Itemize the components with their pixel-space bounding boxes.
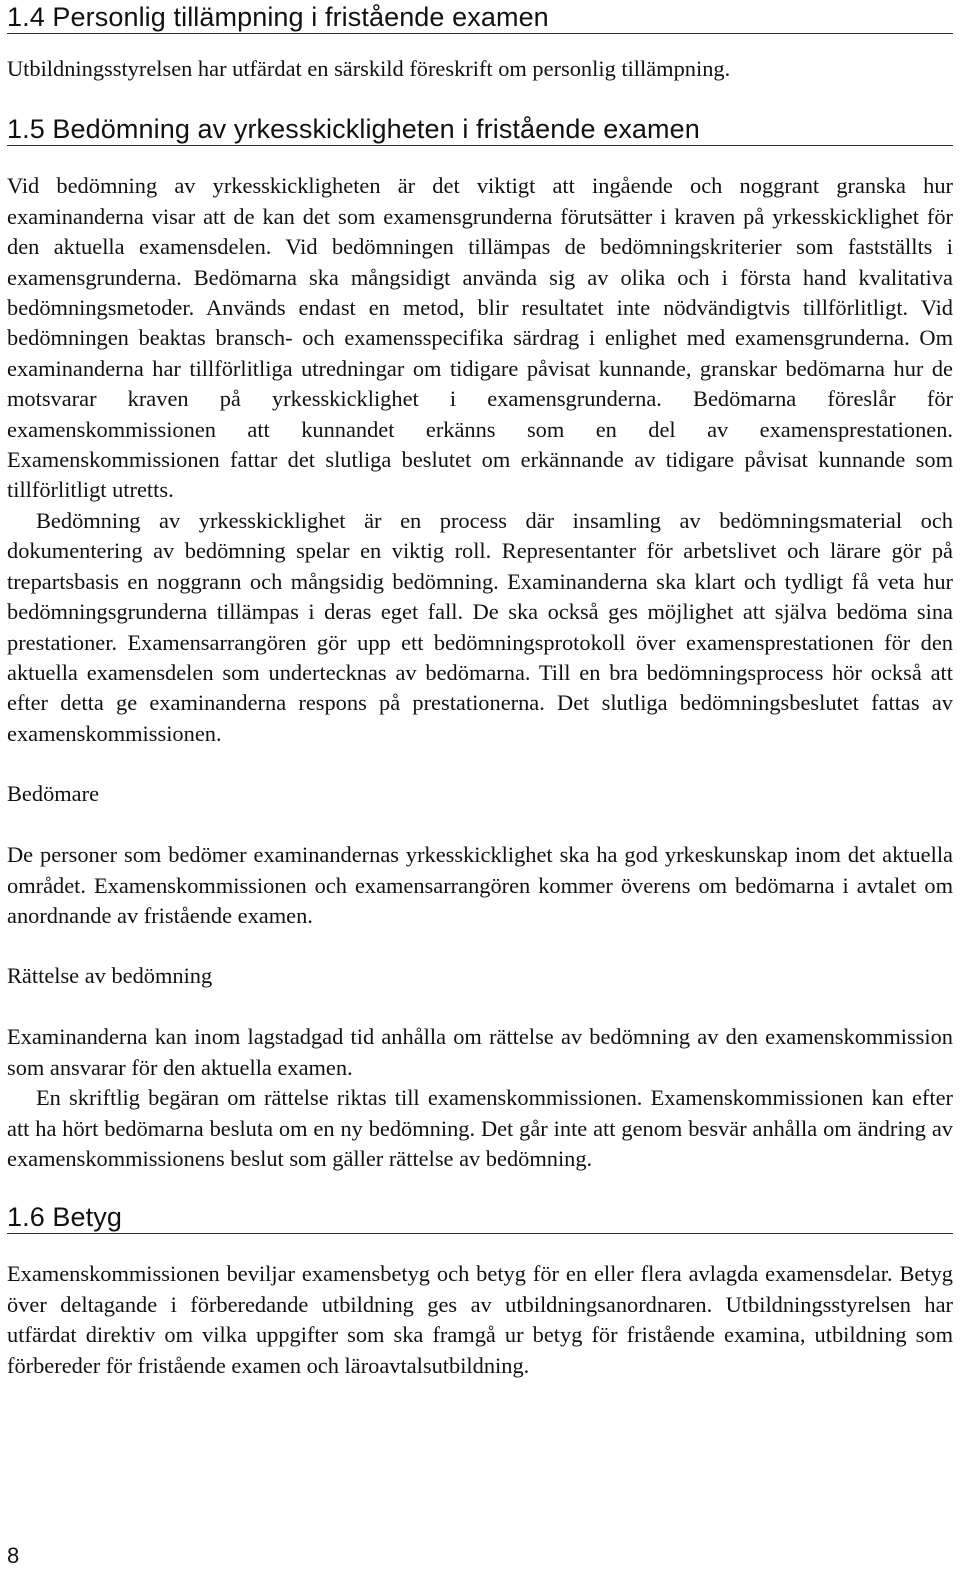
section-1-5-paragraph-1: Vid bedömning av yrkesskickligheten är det viktigt att ingående och noggrant granska hur examinanderna visar att de kan det som examensgrunderna förutsätter i kraven på yrkesskicklighet för den aktuella examensdelen. Vid bedömningen tillämpas de bedömningskriterier som fastställts i examensgrunderna. Bedömarna ska mångsidigt använda sig av olika och i första hand kvalitativa bedömningsmetoder. Används endast en metod, blir resultatet inte nödvändigtvis tillförlitligt. Vid bedömningen beaktas bransch- och examensspecifika särdrag i enlighet med examensgrunderna. Om examinanderna har tillförlitliga utredningar om tidigare påvisat kunnande, granskar bedömarna hur de motsvarar kraven på yrkesskicklighet i examensgrunderna. Bedömarna föreslår för examenskommissionen att kunnandet erkänns som en del av examensprestationen. Examenskommissionen fattar det slutliga beslutet om erkännande av tidigare påvisat kunnande som tillförlitligt utretts. xyxy=(7,173,953,503)
page-number: 8 xyxy=(7,1543,20,1568)
section-1-6-paragraph: Examenskommissionen beviljar examensbetyg och betyg för en eller flera avlagda examensdelar. Betyg över deltagande i förberedande utbildning ges av utbildningsanordnaren. Utbildningsstyrelsen har utfärdat direktiv om vilka uppgifter som ska framgå ur betyg för fristående examina, utbildning som förbereder för fristående examen och läroavtalsutbildning. xyxy=(7,1261,953,1378)
section-1-4-paragraph: Utbildningsstyrelsen har utfärdat en särskild föreskrift om personlig tillämpning. xyxy=(7,56,731,81)
document-page xyxy=(7,0,953,1381)
rattelse-paragraph-1: Examinanderna kan inom lagstadgad tid anhålla om rättelse av bedömning av den examenskommission som ansvarar för den aktuella examen. xyxy=(7,1024,953,1080)
rattelse-paragraph-2: En skriftlig begäran om rättelse riktas till examenskommissionen. Examenskommissionen kan efter att ha hört bedömarna besluta om en ny bedömning. Det går inte att genom besvär anhålla om ändring av examenskommissionens beslut som gäller rättelse av bedömning. xyxy=(7,1085,953,1171)
section-1-5-paragraph-2: Bedömning av yrkesskicklighet är en process där insamling av bedömningsmaterial och dokumentering av bedömning spelar en viktig roll. Representanter för arbetslivet och lärare gör på trepartsbasis en noggrann och mångsidig bedömning. Examinanderna ska klart och tydligt få veta hur bedömningsgrunderna tillämpas i deras eget fall. De ska också ges möjlighet att själva bedöma sina prestationer. Examensarrangören gör upp ett bedömningsprotokoll över examensprestationen för den aktuella examensdelen som undertecknas av bedömarna. Till en bra bedömningsprocess hör också att efter detta ge examinanderna respons på prestationerna. Det slutliga bedömningsbeslutet fattas av examenskommissionen. xyxy=(7,507,953,746)
section-heading-1-4: 1.4 Personlig tillämpning i fristående examen xyxy=(7,2,953,34)
section-heading-1-6: 1.6 Betyg xyxy=(7,1202,953,1234)
bedomare-paragraph: De personer som bedömer examinandernas yrkesskicklighet ska ha god yrkeskunskap inom det aktuella området. Examenskommissionen och examensarrangören kommer överens om bedömarna i avtalet om anordnande av fristående examen. xyxy=(7,842,953,928)
section-heading-1-5: 1.5 Bedömning av yrkesskickligheten i fristående examen xyxy=(7,114,953,146)
subheading-bedomare: Bedömare xyxy=(7,781,100,807)
subheading-rattelse: Rättelse av bedömning xyxy=(7,963,213,989)
